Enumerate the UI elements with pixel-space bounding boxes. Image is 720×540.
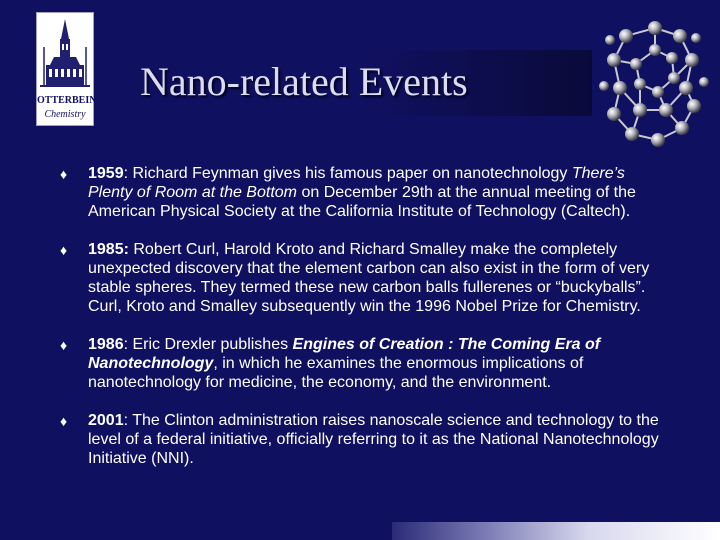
event-item-2001 [60,411,660,468]
otterbein-logo [36,12,97,126]
logo-name: OTTERBEIN [37,95,97,106]
event-list [60,164,660,487]
event-work-title: Engines of Creation : The Coming Era of Nanotechnology [88,336,601,372]
event-desc: Robert Curl, Harold Kroto and Richard Smalley make the completely unexpected discovery that the element carbon can also exist in the form of very stable spheres. They termed these new carbon balls fullerenes or “buckyballs”. Curl, Kroto and Smalley subsequently win the 1996 Nobel Prize for Chemistry. [88,241,650,315]
event-year: 1985: [88,241,129,258]
event-desc: Richard Feynman gives his famous paper on nanotechnology [128,165,572,182]
event-item-1986 [60,335,660,392]
diamond-bullet-icon: ♦ [60,166,68,182]
event-colon: : [123,412,129,429]
event-year: 2001 [88,412,124,429]
diamond-bullet-icon: ♦ [60,337,68,353]
event-colon: : [123,165,129,182]
event-text [88,240,660,316]
diamond-bullet-icon: ♦ [60,242,68,258]
event-desc-cont: on December 29th at the annual meeting of the American Physical Society at the California Institute of Technology (Caltech). [88,184,636,220]
buckyball-icon [596,14,714,154]
event-desc: Eric Drexler publishes [128,336,293,353]
slide-title: Nano-related Events [140,59,468,104]
event-text [88,335,660,392]
event-year: 1959 [88,165,124,182]
event-item-1959 [60,164,660,221]
event-work-title: There’s Plenty of Room at the Bottom [88,165,625,201]
decorative-gradient-bar [392,522,720,540]
otterbein-tower-icon [40,17,90,89]
event-year: 1986 [88,336,124,353]
event-desc: The Clinton administration raises nanoscale science and technology to the level of a federal initiative, officially referring to it as the National Nanotechnology Initiative (NNI). [88,412,659,467]
event-colon: : [123,336,129,353]
diamond-bullet-icon: ♦ [60,413,68,429]
event-item-1985 [60,240,660,316]
event-desc-cont: , in which he examines the enormous implications of nanotechnology for medicine, the economy, and the environment. [88,355,584,391]
event-text [88,164,660,221]
logo-dept: Chemistry [44,109,86,120]
event-text [88,411,660,468]
